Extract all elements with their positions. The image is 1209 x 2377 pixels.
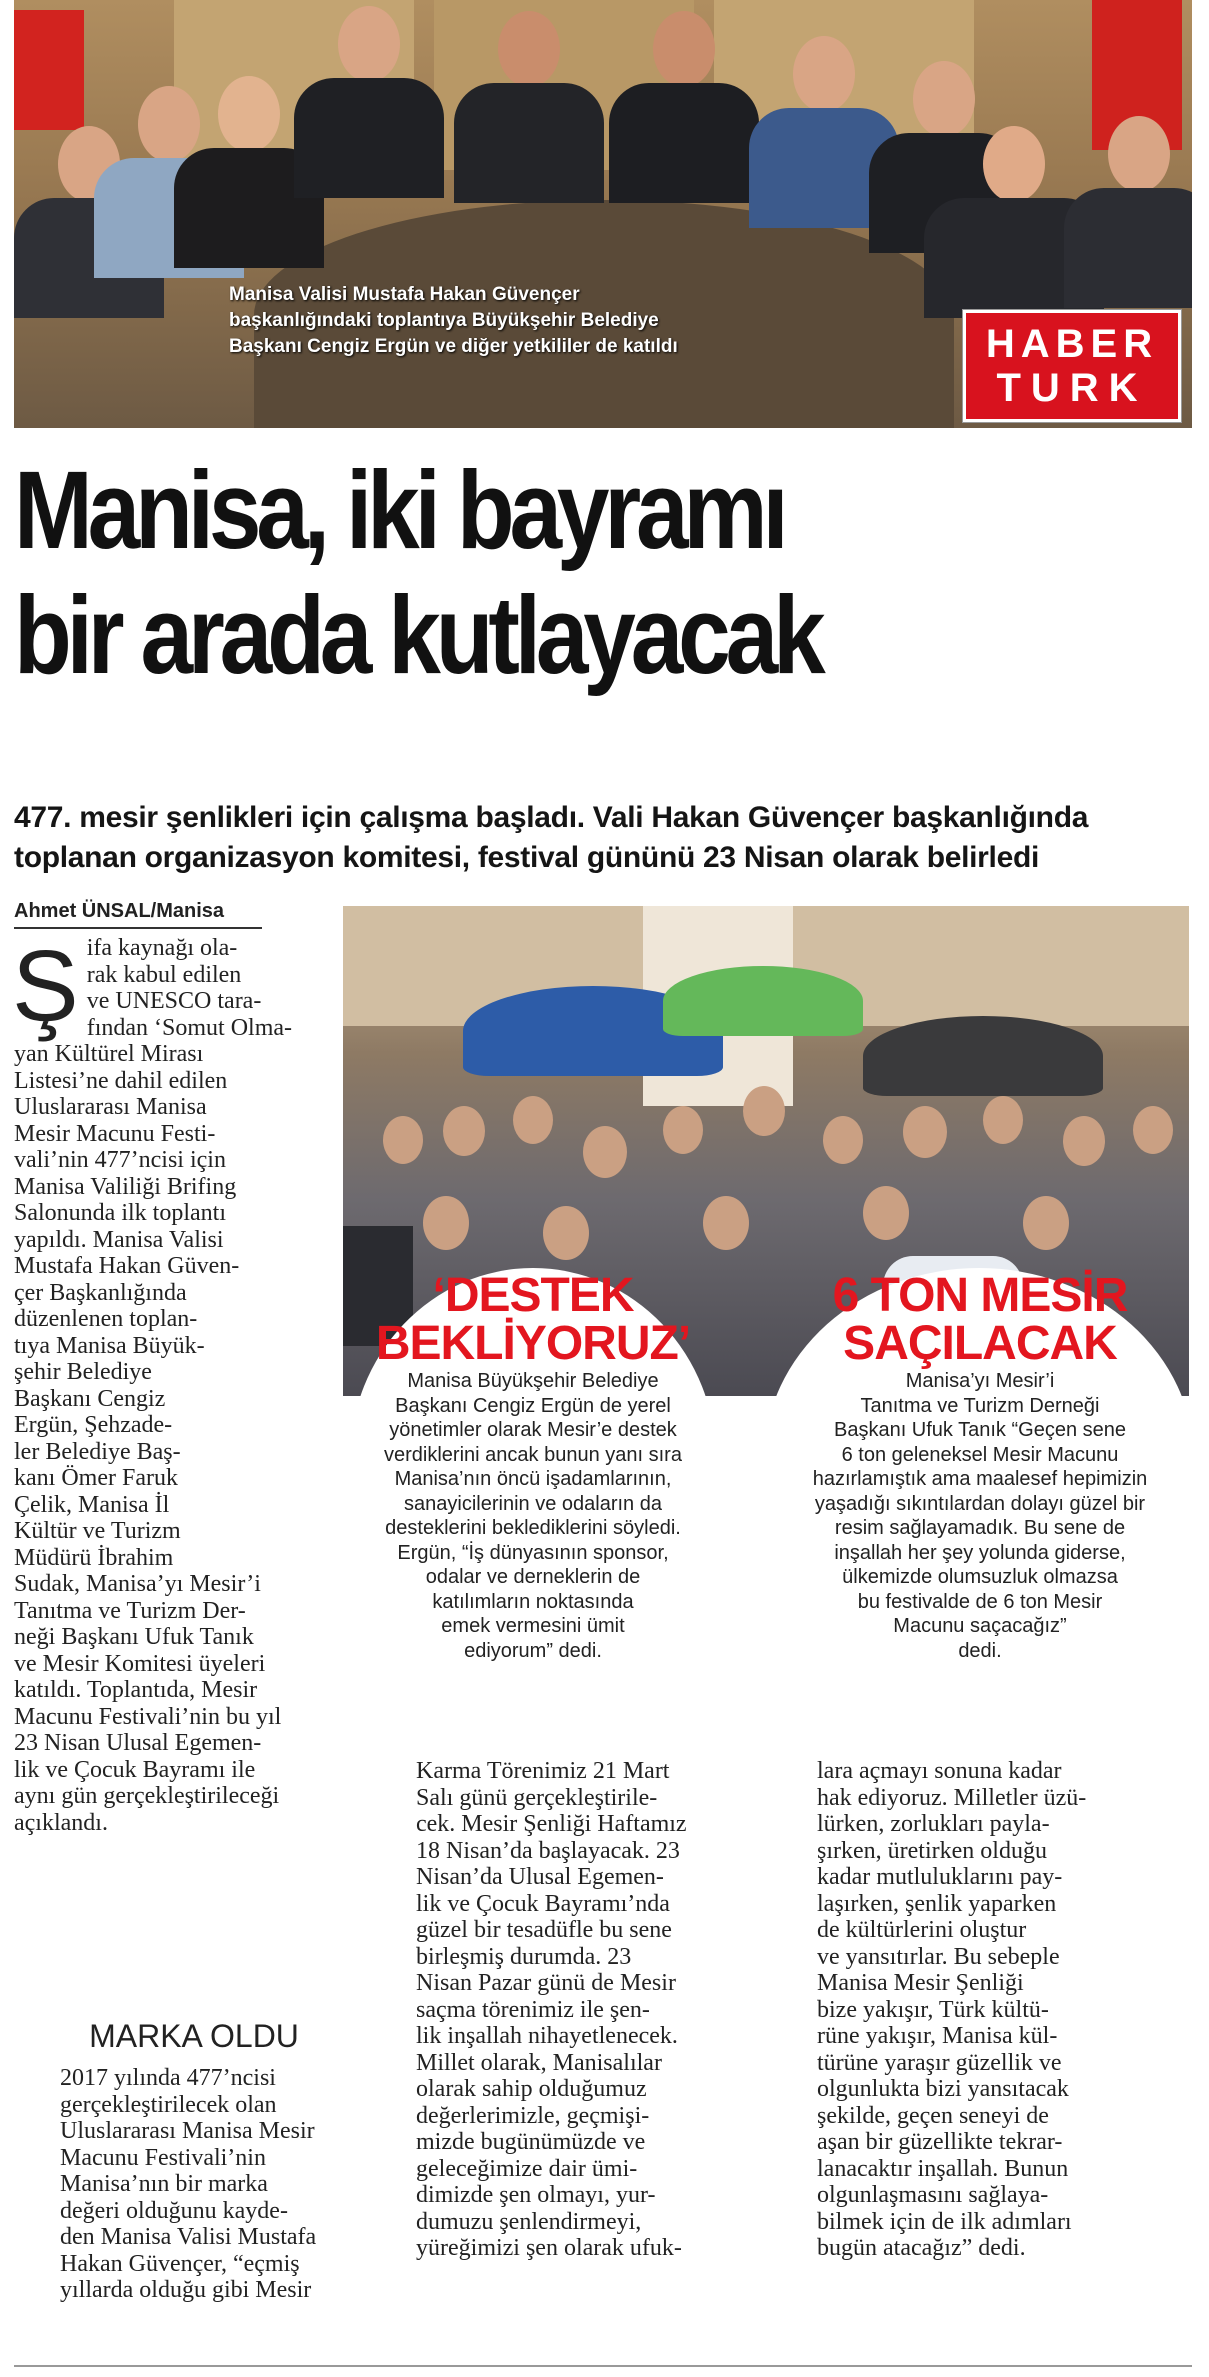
text-line: inşallah her şey yolunda giderse, — [834, 1541, 1126, 1564]
text-line: Manisa’yı Mesir’i — [905, 1370, 1055, 1392]
text-line: Mesir Macunu Festi- — [14, 1120, 216, 1147]
text-line: Uluslararası Manisa — [14, 1094, 207, 1120]
headline — [14, 448, 1029, 698]
text-line: Hakan Güvençer, “eçmiş — [60, 2250, 300, 2277]
drop-cap: Ş — [12, 930, 79, 1042]
text-line: sanayicilerinin ve odaların da — [404, 1492, 662, 1515]
text-line: laşırken, şenlik yaparken — [817, 1890, 1057, 1917]
text-line: düzenlenen toplan- — [14, 1306, 198, 1332]
caption-line: başkanlığındaki toplantıya Büyükşehir Belediye — [229, 310, 659, 331]
text-line: lik ve Çocuk Bayramı’nda — [416, 1890, 670, 1917]
text-line: Manisa Büyükşehir Belediye — [407, 1370, 659, 1392]
text-line: Ergün, “İş dünyasının sponsor, — [397, 1541, 669, 1564]
text-line: tıya Manisa Büyük- — [14, 1332, 205, 1359]
photo-caption — [229, 282, 849, 360]
text-line: Ergün, Şehzade- — [14, 1412, 173, 1438]
text-line: odalar ve derneklerin de — [425, 1566, 641, 1588]
text-line: geleceğimize dair ümi- — [416, 2155, 638, 2182]
quote-title-line: BEKLİYORUZ’ — [375, 1317, 691, 1370]
text-line: emek vermesini ümit — [441, 1615, 625, 1637]
text-line: fından ‘Somut Olma- — [86, 1014, 293, 1041]
text-line: 23 Nisan Ulusal Egemen- — [14, 1730, 262, 1756]
text-line: Nisan Pazar günü de Mesir — [416, 1970, 676, 1996]
quote-title-line: ‘DESTEK — [432, 1269, 634, 1322]
quote-title-left — [355, 1269, 711, 1370]
article-column-2 — [416, 1758, 796, 2262]
text-line: Manisa’nın bir marka — [60, 2171, 268, 2197]
text-line: cek. Mesir Şenliği Haftamız — [416, 1811, 687, 1837]
quote-body-right — [770, 1369, 1190, 1663]
text-line: bu festivalde de 6 ton Mesir — [857, 1590, 1103, 1613]
text-line: çer Başkanlığında — [14, 1279, 187, 1306]
caption-line: Başkanı Cengiz Ergün ve diğer yetkililer de katıldı — [229, 336, 678, 357]
text-line: Çelik, Manisa İl — [14, 1491, 170, 1518]
logo-text-turk: TURK — [996, 366, 1148, 410]
text-line: neği Başkanı Ufuk Tanık — [14, 1624, 254, 1650]
subheadline — [14, 798, 1194, 878]
quote-title-right — [790, 1269, 1170, 1370]
text-line: aynı gün gerçekleştirileceği — [14, 1783, 280, 1809]
text-line: verdiklerini ancak bunun yanı sıra — [384, 1443, 682, 1466]
text-line: olgunlukta bizi yansıtacak — [817, 2076, 1069, 2102]
text-line: değerlerimizle, geçmişi- — [416, 2102, 650, 2129]
text-line: kanı Ömer Faruk — [14, 1465, 178, 1491]
text-line: olarak sahip olduğumuz — [416, 2076, 647, 2102]
text-line: hak ediyoruz. Milletler üzü- — [817, 1784, 1087, 1811]
quote-title-line: SAÇILACAK — [843, 1317, 1117, 1370]
article-column-1-continued — [14, 2065, 384, 2304]
text-line: aşan bir güzellikte tekrar- — [817, 2129, 1063, 2155]
text-line: dedi. — [958, 1639, 1002, 1662]
text-line: Macunu Festivali’nin bu yıl — [14, 1703, 282, 1730]
text-line: dimizde şen olmayı, yur- — [416, 2182, 656, 2208]
text-line: Başkanı Ufuk Tanık “Geçen sene — [833, 1419, 1126, 1441]
text-line: Salonunda ilk toplantı — [14, 1200, 226, 1226]
text-line: Kültür ve Turizm — [14, 1518, 181, 1544]
text-line: lara açmayı sonuna kadar — [817, 1758, 1062, 1784]
text-line: desteklerini beklediklerini söyledi. — [385, 1517, 681, 1539]
text-line: birleşmiş durumda. 23 — [416, 1943, 632, 1970]
text-line: açıklandı. — [14, 1809, 108, 1836]
text-line: den Manisa Valisi Mustafa — [60, 2224, 317, 2250]
quote-body-left — [350, 1369, 716, 1663]
text-line: katılımların noktasında — [432, 1590, 634, 1613]
text-line: Mustafa Hakan Güven- — [14, 1253, 240, 1279]
text-line: Manisa’nın öncü işadamlarının, — [394, 1468, 672, 1490]
text-line: şehir Belediye — [14, 1359, 152, 1385]
text-line: 18 Nisan’da başlayacak. 23 — [416, 1837, 680, 1864]
text-line: Macunu saçacağız” — [893, 1615, 1067, 1637]
text-line: Müdürü İbrahim — [14, 1544, 174, 1571]
text-line: saçma törenimiz ile şen- — [416, 1996, 650, 2023]
text-line: Manisa Mesir Şenliği — [817, 1970, 1024, 1996]
text-line: dumuzu şenlendirmeyi, — [416, 2208, 642, 2235]
quote-title-line: 6 TON MESİR — [832, 1269, 1128, 1322]
text-line: mizde bugünümüzde ve — [416, 2129, 646, 2155]
text-line: ediyorum” dedi. — [464, 1639, 602, 1662]
byline: Ahmet ÜNSAL/Manisa — [14, 900, 262, 929]
caption-line: Manisa Valisi Mustafa Hakan Güvençer — [229, 284, 580, 305]
text-line: rüne yakışır, Manisa kül- — [817, 2023, 1058, 2049]
text-line: Sudak, Manisa’yı Mesir’i — [14, 1571, 261, 1597]
text-line: ve Mesir Komitesi üyeleri — [14, 1650, 266, 1677]
text-line: Karma Törenimiz 21 Mart — [416, 1758, 670, 1784]
text-line: türüne yaraşır güzellik ve — [817, 2049, 1062, 2076]
text-line: şekilde, geçen seneyi de — [817, 2102, 1049, 2129]
text-line: ifa kaynağı ola- — [86, 935, 238, 961]
column-lines — [14, 2065, 384, 2304]
text-line: güzel bir tesadüfle bu sene — [416, 1917, 672, 1943]
headline-line-2: bir arada kutlayacak — [14, 574, 821, 697]
text-line: Uluslararası Manisa Mesir — [60, 2118, 315, 2144]
text-line: lik ve Çocuk Bayramı ile — [14, 1756, 256, 1783]
text-line: Listesi’ne dahil edilen — [14, 1067, 228, 1094]
text-line: katıldı. Toplantıda, Mesir — [14, 1677, 258, 1703]
text-line: değeri olduğunu kayde- — [60, 2197, 288, 2224]
text-line: Nisan’da Ulusal Egemen- — [416, 1864, 664, 1890]
text-line: lik inşallah nihayetlenecek. — [416, 2023, 678, 2049]
text-line: yan Kültürel Mirası — [14, 1041, 204, 1067]
text-line: kadar mutluluklarını pay- — [817, 1864, 1063, 1890]
text-line: Tanıtma ve Turizm Der- — [14, 1597, 246, 1624]
text-line: yüreğimizi şen olarak ufuk- — [416, 2235, 682, 2261]
text-line: Tanıtma ve Turizm Derneği — [860, 1394, 1100, 1417]
article-column-3 — [817, 1758, 1192, 2262]
text-line: ve yansıtırlar. Bu sebeple — [817, 1943, 1060, 1970]
text-line: Manisa Valiliği Brifing — [14, 1173, 237, 1200]
text-line: Macunu Festivali’nin — [60, 2144, 266, 2171]
text-line: olgunlaşmasını sağlaya- — [817, 2182, 1049, 2208]
text-line: bugün atacağız” dedi. — [817, 2235, 1026, 2261]
section-heading: MARKA OLDU — [89, 2018, 299, 2054]
text-line: ve UNESCO tara- — [86, 988, 262, 1014]
text-line: de kültürlerini oluştur — [817, 1917, 1027, 1943]
text-line: Millet olarak, Manisalılar — [416, 2049, 662, 2076]
text-line: Başkanı Cengiz Ergün de yerel — [395, 1394, 671, 1417]
text-line: lürken, zorlukları payla- — [817, 1811, 1050, 1837]
text-line: ülkemizde olumsuzluk olmazsa — [842, 1566, 1118, 1588]
text-line: rak kabul edilen — [86, 961, 242, 988]
subhead-line-1: 477. mesir şenlikleri için çalışma başladı. Vali Hakan Güvençer başkanlığında — [14, 801, 1089, 834]
text-line: Salı günü gerçekleştirile- — [416, 1784, 658, 1811]
text-line: gerçekleştirilecek olan — [60, 2091, 277, 2118]
text-line: yönetimler olarak Mesir’e destek — [389, 1419, 677, 1441]
text-line: lanacaktır inşallah. Bunun — [817, 2155, 1069, 2182]
text-line: Başkanı Cengiz — [14, 1385, 166, 1412]
bottom-divider — [14, 2365, 1192, 2367]
text-line: resim sağlayamadık. Bu sene de — [834, 1517, 1126, 1539]
text-line: hazırlamıştık ama maalesef hepimizin — [812, 1468, 1148, 1490]
text-line: 2017 yılında 477’ncisi — [60, 2065, 276, 2091]
text-line: bize yakışır, Türk kültü- — [817, 1996, 1049, 2023]
haberturk-logo — [963, 310, 1181, 422]
flag-left — [14, 10, 84, 130]
column-lines — [12, 930, 384, 1836]
headline-line-1: Manisa, iki bayramı — [14, 449, 784, 572]
text-line: yıllarda olduğu gibi Mesir — [60, 2277, 312, 2303]
text-line: vali’nin 477’ncisi için — [14, 1147, 226, 1173]
text-line: yaşadığı sıkıntılardan dolayı güzel bir — [814, 1492, 1146, 1515]
text-line: bilmek için de ilk adımları — [817, 2208, 1072, 2235]
logo-text-haber: HABER — [985, 322, 1159, 366]
text-line: ler Belediye Baş- — [14, 1438, 181, 1465]
subhead-line-2: toplanan organizasyon komitesi, festival gününü 23 Nisan olarak belirledi — [14, 841, 1040, 874]
article-column-1 — [12, 930, 384, 1836]
text-line: şırken, üretirken olduğu — [817, 1837, 1047, 1864]
text-line: 6 ton geleneksel Mesir Macunu — [841, 1443, 1119, 1466]
text-line: yapıldı. Manisa Valisi — [14, 1226, 224, 1253]
